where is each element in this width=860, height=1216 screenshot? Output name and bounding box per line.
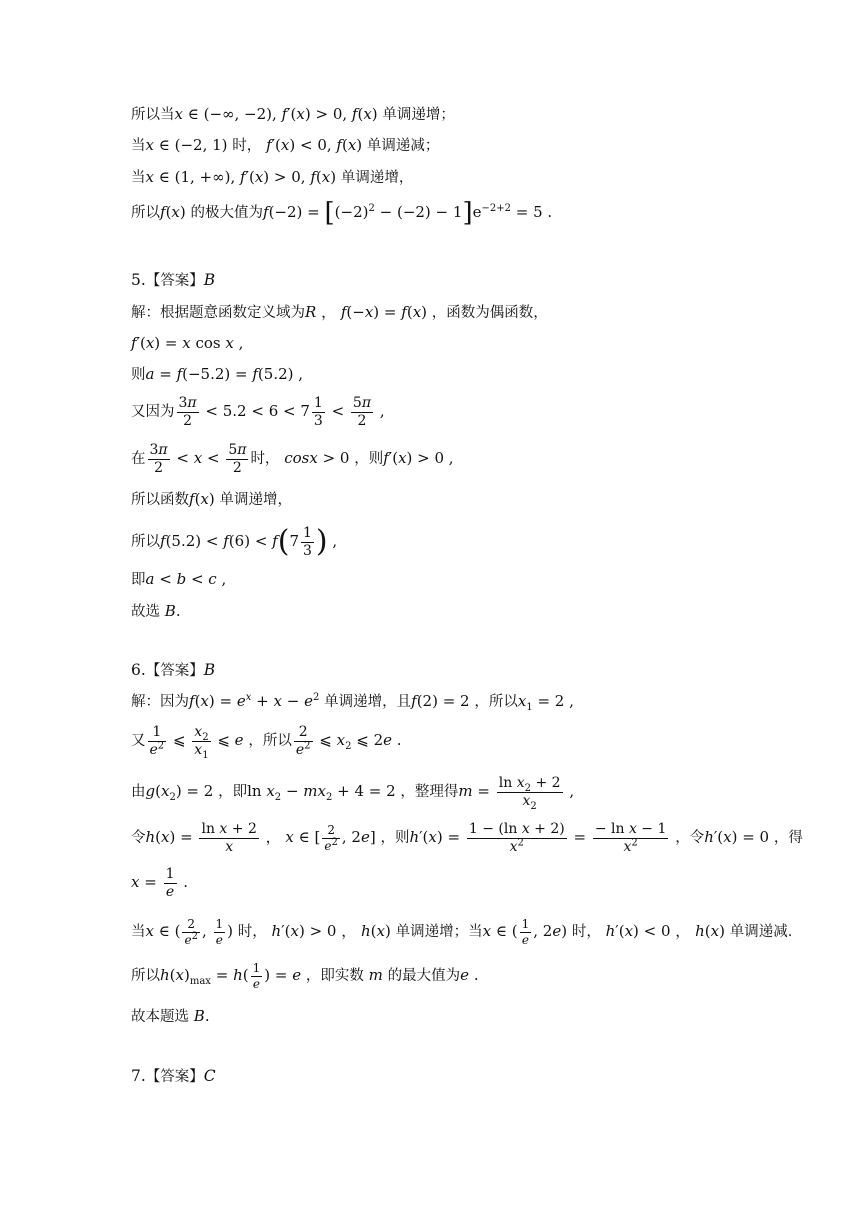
answer-heading-6: 6.【答案】B bbox=[131, 661, 216, 679]
text-line: 所以f(x) 的极大值为$f(-2) = [(-2)^2 - (-2) - 1]e^{-2+2} = 5$ . bbox=[131, 198, 553, 228]
text-line: 则a = f(−5.2) = f(5.2) , bbox=[131, 365, 304, 383]
text-line: 所以f(5.2) < f(6) < f(7 $\frac{1}{3}$ ) , bbox=[131, 524, 338, 560]
text-line: 所以当x ∈ (−∞, −2), f′(x) > 0, f(x) 单调递增； bbox=[131, 105, 455, 123]
text-line: 由$g(x_2) = 2$ ，即$\ln x_2 - mx_2 + 4 = 2$ ，整理得m = $\frac{\ln x_2 + 2}{x_2}$ , bbox=[131, 775, 575, 812]
text-line: 即a < b < c , bbox=[131, 570, 227, 588]
text-line: 又 $\frac{1}{e^2}$ ⩽ $\frac{x_2}{x_1}$ ⩽ e ，所以 $\frac{2}{e^2}$ ⩽ $x_2$ ⩽ 2e . bbox=[131, 724, 402, 761]
text-line: f′(x) = x cos x , bbox=[131, 334, 244, 352]
text-line: 解：根据题意函数定义域为R ， f(−x) = f(x) ，函数为偶函数， bbox=[131, 303, 548, 321]
answer-heading-7: 7.【答案】C bbox=[131, 1067, 216, 1085]
text-line: 解：因为$f(x) = e^x + x - e^2$ 单调递增，且f(2) = 2 ，所以$x_1 = 2$ , bbox=[131, 692, 574, 713]
answer-heading-5: 5.【答案】B bbox=[131, 271, 216, 289]
text-line: 当x ∈ ( $\frac{2}{e^2}$ , $\frac{1}{e}$ ) 时， h′(x) > 0 ， h(x) 单调递增；当x ∈ ( $\frac{1}{e}$ , 2e) 时， h′(x) < 0 ， h(x) 单调递减. bbox=[131, 917, 793, 947]
text-line: 令h(x) = $\frac{\text{ln x + 2}}{x}$ ， x ∈ [ $\frac{2}{e^2}$ , 2e] ，则h′(x) = $\frac{\text{1 − (ln x + 2)}}{x^2}$ = $\frac{\text{− ln x − 1}}{x^2}$ ，令h′(x) = 0 ，得 bbox=[131, 821, 803, 855]
text-line: 当x ∈ (−2, 1) 时， f′(x) < 0, f(x) 单调递减； bbox=[131, 136, 440, 154]
text-line: 故本题选 B. bbox=[131, 1007, 210, 1025]
text-line: 当x ∈ (1, +∞), f′(x) > 0, f(x) 单调递增， bbox=[131, 168, 414, 186]
text-line: x = $\frac{1}{e}$ . bbox=[131, 866, 189, 900]
text-line: 故选 B. bbox=[131, 602, 181, 620]
text-line: 又因为 $\frac{3\pi}{2}$ < 5.2 < 6 < 7 $\frac{1}{3}$ < $\frac{5\pi}{2}$ , bbox=[131, 395, 385, 429]
text-line: 所以$h(x)_{max} = h$( $\frac{1}{e}$ ) = e ，即实数 m 的最大值为e . bbox=[131, 961, 479, 991]
text-line: 在 $\frac{3\pi}{2}$ < x < $\frac{5\pi}{2}$ 时， cosx > 0 ，则f′(x) > 0 , bbox=[131, 442, 454, 476]
text-line: 所以函数f(x) 单调递增， bbox=[131, 490, 293, 508]
